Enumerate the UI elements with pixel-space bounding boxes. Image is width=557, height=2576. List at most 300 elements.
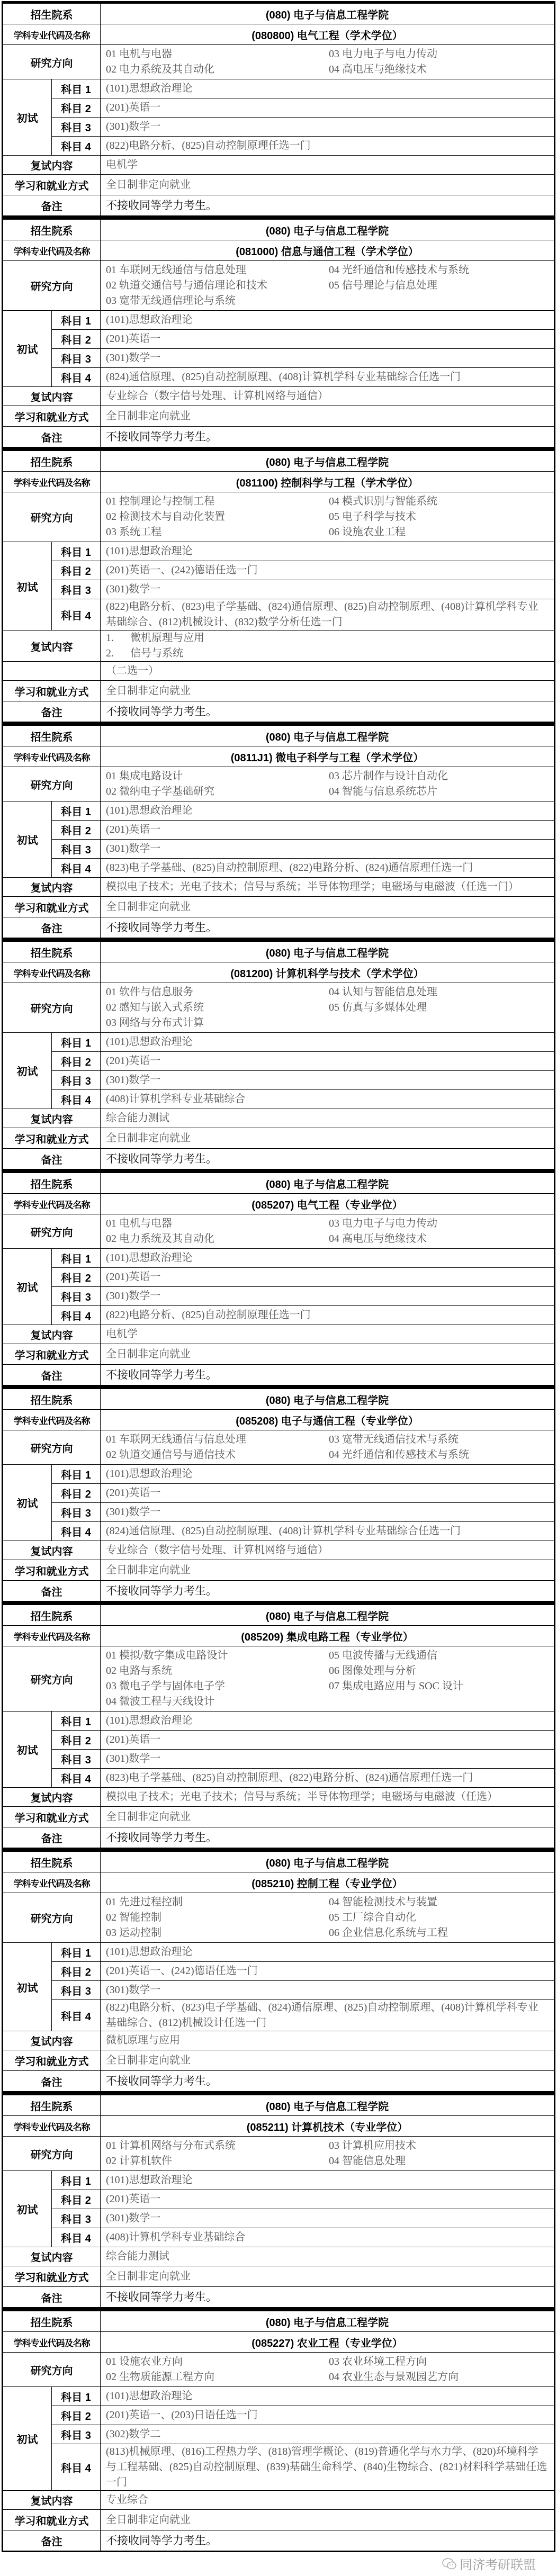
dept-label: 招生院系 xyxy=(3,725,101,746)
major-row xyxy=(3,472,555,492)
direction-item: 06 设施农业工程 xyxy=(329,526,406,538)
subject-label: 科目 3 xyxy=(52,1503,101,1522)
direction-item: 07 集成电路应用与 SOC 设计 xyxy=(329,1680,463,1692)
direction-item: 05 仿真与多媒体处理 xyxy=(329,1002,427,1013)
directions-row xyxy=(3,261,555,311)
directions-value xyxy=(101,767,555,801)
table-body xyxy=(3,219,555,448)
dept-row xyxy=(3,1172,555,1194)
direction-item: 01 设施农业方向 xyxy=(106,2356,183,2367)
retest-row xyxy=(3,387,555,406)
directions-row xyxy=(3,45,555,79)
retest-extra-value: （二选一） xyxy=(101,662,555,681)
subject-label: 科目 2 xyxy=(52,98,101,118)
subject-label: 科目 4 xyxy=(52,2000,101,2031)
note-row xyxy=(3,1365,555,1386)
subject-value: (301)数学一 xyxy=(101,2209,555,2228)
dept-value: (080) 电子与信息工程学院 xyxy=(101,3,555,24)
direction-item: 04 高电压与绝缘技术 xyxy=(329,1233,427,1245)
note-label: 备注 xyxy=(3,701,101,723)
direction-item: 04 认知与智能信息处理 xyxy=(329,986,437,998)
subject-label: 科目 3 xyxy=(52,1981,101,2000)
direction-item: 05 电子科学与技术 xyxy=(329,511,416,523)
note-label: 备注 xyxy=(3,1365,101,1386)
prelim-label: 初试 xyxy=(3,311,52,387)
subject-value: (101)思想政治理论 xyxy=(101,1465,555,1484)
mode-value: 全日制非定向就业 xyxy=(101,681,555,701)
direction-item: 03 运动控制 xyxy=(106,1927,161,1939)
direction-item: 05 工厂综合自动化 xyxy=(329,1912,416,1923)
subject-value: (301)数学一 xyxy=(101,1981,555,2000)
table-body xyxy=(3,1851,555,2092)
major-label: 学科专业代码及名称 xyxy=(3,746,101,767)
subject-row xyxy=(3,1750,555,1769)
retest-value xyxy=(101,1541,555,1560)
retest-label: 复试内容 xyxy=(3,1788,101,1807)
subject-row xyxy=(3,1731,555,1750)
subject-row xyxy=(3,1981,555,2000)
subject-row xyxy=(3,2209,555,2228)
retest-value xyxy=(101,1109,555,1128)
subject-row xyxy=(3,1943,555,1962)
note-value: 不接收同等学力考生。 xyxy=(101,195,555,217)
mode-value: 全日制非定向就业 xyxy=(101,897,555,917)
retest-row xyxy=(3,631,555,662)
retest-row xyxy=(3,1788,555,1807)
directions-column xyxy=(106,2354,329,2385)
major-row xyxy=(3,1194,555,1214)
mode-label: 学习和就业方式 xyxy=(3,681,101,701)
mode-row xyxy=(3,1344,555,1365)
subject-row xyxy=(3,599,555,631)
dept-value: (080) 电子与信息工程学院 xyxy=(101,1851,555,1872)
dept-row xyxy=(3,2310,555,2332)
retest-text: 电机学 xyxy=(106,159,138,170)
subject-value: (813)机械原理、(816)工程热力学、(818)管理学概论、(819)普通化学与水力学、(820)环境科学与工程基础、(825)自动控制原理、(839)基础生命科学、(840)生物综合、(821)材料科学基础任选一门 xyxy=(101,2444,555,2491)
prelim-label: 初试 xyxy=(3,1249,52,1325)
retest-text: 电机学 xyxy=(106,1328,138,1340)
directions-value xyxy=(101,1646,555,1712)
directions-row xyxy=(3,1214,555,1249)
major-row xyxy=(3,2332,555,2353)
directions-value xyxy=(101,1430,555,1465)
major-row xyxy=(3,1410,555,1430)
direction-item: 02 电力系统及其自动化 xyxy=(106,1233,214,1245)
subject-label: 科目 4 xyxy=(52,137,101,156)
subject-label: 科目 2 xyxy=(52,821,101,840)
prelim-label: 初试 xyxy=(3,2387,52,2491)
directions-column xyxy=(329,769,549,799)
directions-row xyxy=(3,492,555,542)
retest-label: 复试内容 xyxy=(3,2491,101,2510)
subject-label: 科目 4 xyxy=(52,1090,101,1109)
subject-row xyxy=(3,349,555,368)
major-value: (081200) 计算机科学与技术（学术学位） xyxy=(101,962,555,983)
directions-label: 研究方向 xyxy=(3,492,101,542)
direction-item: 03 电力电子与电力传动 xyxy=(329,48,437,60)
subject-row xyxy=(3,1484,555,1503)
retest-text: 综合能力测试 xyxy=(106,2250,169,2262)
subject-row xyxy=(3,859,555,878)
direction-item: 02 感知与嵌入式系统 xyxy=(106,1002,204,1013)
subject-label: 科目 1 xyxy=(52,801,101,821)
direction-item: 04 微波工程与天线设计 xyxy=(106,1696,214,1707)
major-value: (081000) 信息与通信工程（学术学位） xyxy=(101,240,555,261)
dept-row xyxy=(3,3,555,24)
subject-label: 科目 3 xyxy=(52,580,101,599)
subject-value: (201)英语一 xyxy=(101,821,555,840)
prelim-label: 初试 xyxy=(3,542,52,631)
note-label: 备注 xyxy=(3,2287,101,2308)
mode-label: 学习和就业方式 xyxy=(3,897,101,917)
direction-item: 01 车联网无线通信与信息处理 xyxy=(106,264,246,276)
retest-label: 复试内容 xyxy=(3,631,101,662)
direction-item: 03 农业环境工程方向 xyxy=(329,2356,427,2367)
subject-row xyxy=(3,821,555,840)
subject-row xyxy=(3,2425,555,2444)
note-label: 备注 xyxy=(3,1581,101,1602)
direction-item: 02 电力系统及其自动化 xyxy=(106,64,214,75)
directions-list xyxy=(106,1893,549,1942)
dept-row xyxy=(3,219,555,240)
subject-row xyxy=(3,79,555,98)
direction-item: 01 车联网无线通信与信息处理 xyxy=(106,1434,246,1445)
directions-column xyxy=(329,1895,549,1941)
subject-row xyxy=(3,1306,555,1325)
program-table xyxy=(2,217,555,448)
directions-column xyxy=(106,2138,329,2169)
retest-label: 复试内容 xyxy=(3,1541,101,1560)
note-row xyxy=(3,2530,555,2552)
retest-row xyxy=(3,1325,555,1344)
mode-row xyxy=(3,2050,555,2071)
direction-item: 01 集成电路设计 xyxy=(106,770,183,782)
mode-row xyxy=(3,1807,555,1827)
note-label: 备注 xyxy=(3,1827,101,1849)
major-label: 学科专业代码及名称 xyxy=(3,240,101,261)
subject-value: (823)电子学基础、(825)自动控制原理、(822)电路分析、(824)通信原理任选一门 xyxy=(101,859,555,878)
major-label: 学科专业代码及名称 xyxy=(3,1626,101,1646)
directions-list xyxy=(106,1214,549,1248)
retest-row xyxy=(3,156,555,175)
program-table xyxy=(2,448,555,723)
retest-text: 专业综合（数字信号处理、计算机网络与通信） xyxy=(106,390,328,402)
subject-value: (201)英语一、(242)德语任选一门 xyxy=(101,561,555,580)
dept-row xyxy=(3,1851,555,1872)
note-value: 不接收同等学力考生。 xyxy=(101,427,555,448)
directions-value xyxy=(101,45,555,79)
note-row xyxy=(3,701,555,723)
directions-label: 研究方向 xyxy=(3,767,101,801)
directions-label: 研究方向 xyxy=(3,2137,101,2171)
dept-value: (080) 电子与信息工程学院 xyxy=(101,2310,555,2332)
major-label: 学科专业代码及名称 xyxy=(3,472,101,492)
directions-label: 研究方向 xyxy=(3,261,101,311)
subject-value: (201)英语一 xyxy=(101,1731,555,1750)
directions-column xyxy=(106,494,329,540)
subject-label: 科目 1 xyxy=(52,1943,101,1962)
retest-extra-row xyxy=(3,662,555,681)
dept-label: 招生院系 xyxy=(3,3,101,24)
retest-value xyxy=(101,878,555,897)
subject-value: (301)数学一 xyxy=(101,118,555,137)
note-row xyxy=(3,2071,555,2092)
note-row xyxy=(3,1581,555,1602)
retest-value xyxy=(101,1788,555,1807)
subject-label: 科目 4 xyxy=(52,1769,101,1788)
direction-item: 03 系统工程 xyxy=(106,526,161,538)
retest-row xyxy=(3,2247,555,2266)
directions-row xyxy=(3,983,555,1033)
dept-value: (080) 电子与信息工程学院 xyxy=(101,1604,555,1626)
subject-row xyxy=(3,2387,555,2406)
directions-column xyxy=(329,1216,549,1247)
directions-value xyxy=(101,261,555,311)
direction-item: 01 电机与电器 xyxy=(106,1218,172,1229)
mode-value: 全日制非定向就业 xyxy=(101,1560,555,1581)
mode-label: 学习和就业方式 xyxy=(3,2050,101,2071)
program-table xyxy=(2,2309,555,2552)
subject-value: (822)电路分析、(823)电子学基础、(824)通信原理、(825)自动控制原理、(408)计算机学科专业基础综合、(812)机械设计任选一门 xyxy=(101,2000,555,2031)
direction-item: 03 网络与分布式计算 xyxy=(106,1017,204,1029)
mode-row xyxy=(3,1560,555,1581)
mode-value: 全日制非定向就业 xyxy=(101,1128,555,1149)
retest-label: 复试内容 xyxy=(3,1109,101,1128)
note-row xyxy=(3,1827,555,1849)
mode-label: 学习和就业方式 xyxy=(3,175,101,195)
dept-row xyxy=(3,941,555,962)
dept-label: 招生院系 xyxy=(3,2310,101,2332)
directions-row xyxy=(3,1893,555,1943)
subject-label: 科目 3 xyxy=(52,349,101,368)
note-label: 备注 xyxy=(3,1149,101,1170)
subject-label: 科目 4 xyxy=(52,599,101,631)
program-table xyxy=(2,1,555,217)
directions-row xyxy=(3,2353,555,2387)
subject-value: (201)英语一 xyxy=(101,2190,555,2209)
subject-value: (301)数学一 xyxy=(101,1071,555,1090)
subject-label: 科目 2 xyxy=(52,1052,101,1071)
major-row xyxy=(3,1626,555,1646)
table-body xyxy=(3,450,555,723)
retest-value xyxy=(101,2491,555,2510)
direction-item: 02 电路与系统 xyxy=(106,1665,172,1677)
dept-value: (080) 电子与信息工程学院 xyxy=(101,941,555,962)
retest-label: 复试内容 xyxy=(3,1325,101,1344)
dept-value: (080) 电子与信息工程学院 xyxy=(101,1172,555,1194)
dept-row xyxy=(3,2094,555,2116)
subject-label: 科目 1 xyxy=(52,1033,101,1052)
direction-item: 03 宽带无线通信技术与系统 xyxy=(329,1434,459,1445)
subject-value: (301)数学一 xyxy=(101,580,555,599)
major-value: (085208) 电子与通信工程（专业学位） xyxy=(101,1410,555,1430)
note-label: 备注 xyxy=(3,2071,101,2092)
note-row xyxy=(3,427,555,448)
note-row xyxy=(3,195,555,217)
directions-column xyxy=(329,263,549,309)
directions-column xyxy=(329,1432,549,1463)
major-label: 学科专业代码及名称 xyxy=(3,24,101,45)
mode-value: 全日制非定向就业 xyxy=(101,175,555,195)
note-row xyxy=(3,1149,555,1170)
subject-value: (301)数学一 xyxy=(101,840,555,859)
subject-label: 科目 1 xyxy=(52,1712,101,1731)
subject-value: (408)计算机学科专业基础综合 xyxy=(101,2228,555,2247)
retest-text: 专业综合 xyxy=(106,2494,148,2506)
subject-value: (101)思想政治理论 xyxy=(101,1033,555,1052)
directions-value xyxy=(101,2353,555,2387)
subject-row xyxy=(3,1712,555,1731)
retest-text: 模拟电子技术；光电子技术；信号与系统；半导体物理学；电磁场与电磁波（任选） xyxy=(106,1791,498,1803)
subject-value: (823)电子学基础、(825)自动控制原理、(822)电路分析、(824)通信原理任选一门 xyxy=(101,1769,555,1788)
table-body xyxy=(3,725,555,939)
subject-row xyxy=(3,1033,555,1052)
dept-row xyxy=(3,1388,555,1410)
program-table xyxy=(2,1386,555,1602)
direction-item: 05 电波传播与无线通信 xyxy=(329,1650,437,1661)
mode-row xyxy=(3,2266,555,2287)
directions-list xyxy=(106,45,549,79)
prelim-label: 初试 xyxy=(3,801,52,878)
subject-row xyxy=(3,561,555,580)
major-value: (081100) 控制科学与工程（学术学位） xyxy=(101,472,555,492)
retest-item xyxy=(106,631,549,646)
subject-row xyxy=(3,311,555,330)
subject-label: 科目 1 xyxy=(52,2171,101,2190)
directions-column xyxy=(106,985,329,1031)
direction-item: 02 轨道交通信号与通信理论和技术 xyxy=(106,280,267,291)
dept-value: (080) 电子与信息工程学院 xyxy=(101,1388,555,1410)
major-row xyxy=(3,746,555,767)
major-label: 学科专业代码及名称 xyxy=(3,1194,101,1214)
direction-item: 01 模拟/数字集成电路设计 xyxy=(106,1650,228,1661)
major-label: 学科专业代码及名称 xyxy=(3,2332,101,2353)
subject-label: 科目 3 xyxy=(52,2425,101,2444)
prelim-label: 初试 xyxy=(3,2171,52,2247)
subject-row xyxy=(3,1090,555,1109)
subject-row xyxy=(3,1287,555,1306)
subject-label: 科目 3 xyxy=(52,1071,101,1090)
directions-row xyxy=(3,1430,555,1465)
directions-value xyxy=(101,1214,555,1249)
direction-item: 02 智能控制 xyxy=(106,1912,161,1923)
directions-label: 研究方向 xyxy=(3,1430,101,1465)
subject-label: 科目 3 xyxy=(52,2209,101,2228)
direction-item: 01 先进过程控制 xyxy=(106,1896,183,1908)
directions-list xyxy=(106,983,549,1032)
directions-label: 研究方向 xyxy=(3,1646,101,1712)
directions-value xyxy=(101,983,555,1033)
retest-value xyxy=(101,156,555,175)
major-label: 学科专业代码及名称 xyxy=(3,1410,101,1430)
major-row xyxy=(3,240,555,261)
subject-row xyxy=(3,1962,555,1981)
directions-list xyxy=(106,2137,549,2170)
prelim-label: 初试 xyxy=(3,1712,52,1788)
direction-item: 04 智能检测技术与装置 xyxy=(329,1896,437,1908)
subject-value: (301)数学一 xyxy=(101,1503,555,1522)
watermark xyxy=(0,2552,557,2576)
directions-column xyxy=(329,494,549,540)
subject-row xyxy=(3,1465,555,1484)
retest-item-number: 2. xyxy=(106,647,114,659)
note-label: 备注 xyxy=(3,2530,101,2552)
empty-cell xyxy=(3,662,101,681)
major-label: 学科专业代码及名称 xyxy=(3,962,101,983)
direction-item: 03 计算机应用技术 xyxy=(329,2140,416,2151)
table-body xyxy=(3,2094,555,2308)
note-label: 备注 xyxy=(3,917,101,939)
direction-item: 03 宽带无线通信理论与系统 xyxy=(106,295,236,307)
subject-row xyxy=(3,1268,555,1287)
subject-row xyxy=(3,2228,555,2247)
subject-label: 科目 1 xyxy=(52,1249,101,1268)
subject-value: (302)数学二 xyxy=(101,2425,555,2444)
table-body xyxy=(3,2310,555,2552)
subject-value: (101)思想政治理论 xyxy=(101,542,555,561)
subject-row xyxy=(3,1249,555,1268)
subject-label: 科目 4 xyxy=(52,368,101,387)
subject-value: (101)思想政治理论 xyxy=(101,2171,555,2190)
directions-list xyxy=(106,261,549,310)
subject-row xyxy=(3,580,555,599)
subject-row xyxy=(3,1052,555,1071)
direction-item: 01 软件与信息服务 xyxy=(106,986,193,998)
directions-column xyxy=(329,47,549,77)
subject-row xyxy=(3,368,555,387)
retest-row xyxy=(3,878,555,897)
subject-row xyxy=(3,1769,555,1788)
directions-column xyxy=(106,263,329,309)
subject-value: (301)数学一 xyxy=(101,349,555,368)
retest-value xyxy=(101,2247,555,2266)
subject-row xyxy=(3,98,555,118)
prelim-label: 初试 xyxy=(3,1033,52,1109)
mode-value: 全日制非定向就业 xyxy=(101,2050,555,2071)
subject-value: (301)数学一 xyxy=(101,1750,555,1769)
subject-value: (101)思想政治理论 xyxy=(101,2387,555,2406)
direction-item: 02 微纳电子学基础研究 xyxy=(106,786,214,797)
prelim-label: 初试 xyxy=(3,1465,52,1541)
subject-label: 科目 4 xyxy=(52,2228,101,2247)
direction-item: 01 计算机网络与分布式系统 xyxy=(106,2140,236,2151)
table-body xyxy=(3,1604,555,1849)
mode-label: 学习和就业方式 xyxy=(3,406,101,427)
subject-row xyxy=(3,1071,555,1090)
directions-column xyxy=(329,2138,549,2169)
directions-value xyxy=(101,2137,555,2171)
subject-value: (824)通信原理、(825)自动控制原理、(408)计算机学科专业基础综合任选一门 xyxy=(101,368,555,387)
direction-item: 03 电力电子与电力传动 xyxy=(329,1218,437,1229)
watermark-text: 同济考研联盟 xyxy=(460,2558,536,2572)
directions-column xyxy=(106,1216,329,1247)
note-value: 不接收同等学力考生。 xyxy=(101,2071,555,2092)
subject-value: (101)思想政治理论 xyxy=(101,1712,555,1731)
directions-column xyxy=(329,985,549,1031)
subject-value: (101)思想政治理论 xyxy=(101,311,555,330)
directions-value xyxy=(101,492,555,542)
retest-text: 微机原理与应用 xyxy=(106,2034,180,2046)
major-row xyxy=(3,1872,555,1893)
direction-item: 03 微电子学与固体电子学 xyxy=(106,1680,225,1692)
mode-label: 学习和就业方式 xyxy=(3,1344,101,1365)
subject-label: 科目 1 xyxy=(52,79,101,98)
program-table xyxy=(2,723,555,939)
note-value: 不接收同等学力考生。 xyxy=(101,2530,555,2552)
directions-label: 研究方向 xyxy=(3,2353,101,2387)
prelim-label: 初试 xyxy=(3,1943,52,2031)
directions-column xyxy=(106,1648,329,1709)
